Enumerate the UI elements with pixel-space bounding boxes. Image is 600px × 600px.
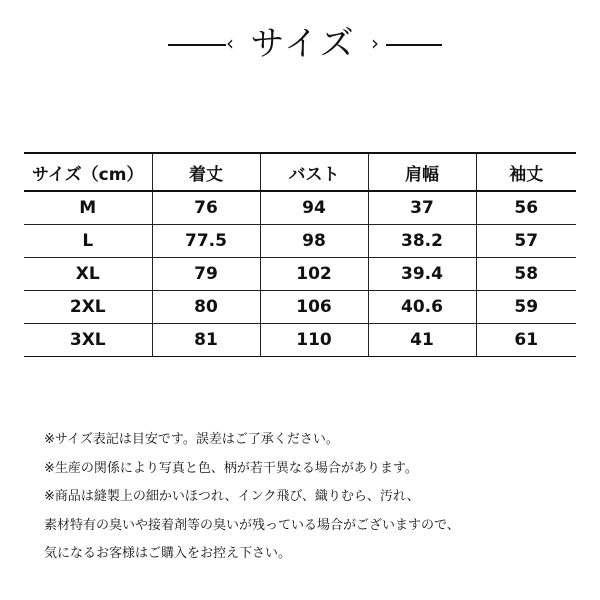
cell-bust: 110: [260, 324, 368, 357]
cell-bust: 106: [260, 291, 368, 324]
cell-size: XL: [24, 258, 152, 291]
title-line-right: [386, 44, 442, 46]
cell-sleeve: 58: [476, 258, 576, 291]
cell-shoulder: 39.4: [368, 258, 476, 291]
table-row: [24, 291, 576, 324]
table-row: [24, 225, 576, 258]
note-line: ※サイズ表記は目安です。誤差はご了承ください。: [44, 432, 339, 447]
header-size: サイズ（cm）: [24, 153, 152, 191]
header-sleeve: 袖丈: [476, 153, 576, 191]
cell-bust: 94: [260, 191, 368, 225]
cell-length: 76: [152, 191, 260, 225]
cell-sleeve: 61: [476, 324, 576, 357]
cell-bust: 102: [260, 258, 368, 291]
cell-bust: 98: [260, 225, 368, 258]
title-line-left: [168, 44, 226, 46]
cell-sleeve: 57: [476, 225, 576, 258]
table-row: [24, 191, 576, 225]
note-line: ※商品は縫製上の細かいほつれ、インク飛び、織りむら、汚れ、: [44, 489, 420, 504]
header-bust: バスト: [260, 153, 368, 191]
cell-size: 2XL: [24, 291, 152, 324]
note-line: ※生産の関係により写真と色、柄が若干異なる場合があります。: [44, 460, 418, 476]
page-title: サイズ: [250, 24, 356, 64]
cell-length: 77.5: [152, 225, 260, 258]
cell-shoulder: 37: [368, 191, 476, 225]
note-line: 素材特有の臭いや接着剤等の臭いが残っている場合がございますので、: [44, 517, 460, 533]
chevron-left-icon: ‹: [226, 31, 234, 55]
cell-length: 81: [152, 324, 260, 357]
table-header-row: [24, 153, 576, 191]
cell-shoulder: 38.2: [368, 225, 476, 258]
notes-block: [44, 426, 584, 569]
header-shoulder: 肩幅: [368, 153, 476, 191]
chevron-right-icon: ›: [371, 31, 379, 55]
page-title-block: [0, 22, 600, 66]
size-chart-table: [24, 152, 576, 357]
cell-size: 3XL: [24, 324, 152, 357]
cell-size: L: [24, 225, 152, 258]
cell-shoulder: 41: [368, 324, 476, 357]
table-row: [24, 258, 576, 291]
cell-length: 79: [152, 258, 260, 291]
cell-shoulder: 40.6: [368, 291, 476, 324]
table-row: [24, 324, 576, 357]
header-length: 着丈: [152, 153, 260, 191]
cell-sleeve: 56: [476, 191, 576, 225]
cell-size: M: [24, 191, 152, 225]
cell-sleeve: 59: [476, 291, 576, 324]
note-line: 気になるお客様はご購入をお控え下さい。: [44, 546, 292, 561]
cell-length: 80: [152, 291, 260, 324]
